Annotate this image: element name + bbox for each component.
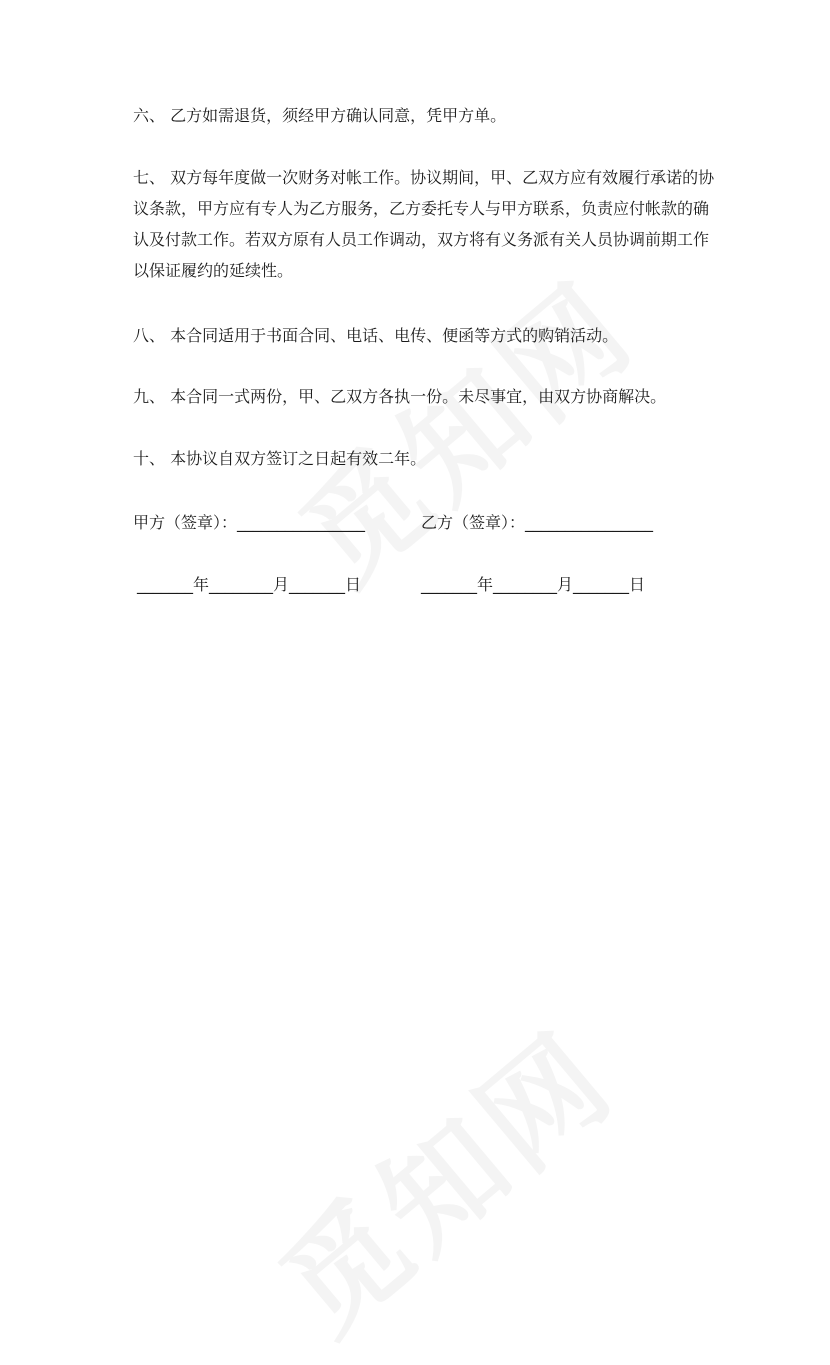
clause-number: 八、 xyxy=(133,326,166,345)
clause-number: 六、 xyxy=(133,106,166,125)
date-row xyxy=(137,569,737,600)
clause-10 xyxy=(133,443,717,474)
clause-8 xyxy=(133,320,717,351)
clause-6 xyxy=(133,100,717,131)
party-a-signature-line: 甲方（签章）：________________ xyxy=(133,513,366,532)
clause-number: 九、 xyxy=(133,387,166,406)
clause-9 xyxy=(133,381,717,412)
clause-text: 本合同一式两份，甲、乙双方各执一份。未尽事宜，由双方协商解决。 xyxy=(165,387,667,406)
clause-text: 本协议自双方签订之日起有效二年。 xyxy=(165,449,427,468)
clause-text: 乙方如需退货，须经甲方确认同意，凭甲方单。 xyxy=(165,106,507,125)
clause-7 xyxy=(133,162,717,286)
clause-text: 双方每年度做一次财务对帐工作。协议期间，甲、乙双方应有效履行承诺的协议条款，甲方应有专人为乙方服务，乙方委托专人与甲方联系，负责应付帐款的确认及付款工作。若双方原有人员工作调动，双方将有义务派有关人员协调前期工作以保证履约的延续性。 xyxy=(133,168,715,280)
party-b-date-line: _______年________月_______日 xyxy=(421,575,646,594)
clause-number: 十、 xyxy=(133,449,166,468)
watermark xyxy=(240,987,645,1365)
party-b-signature-line: 乙方（签章）：________________ xyxy=(421,513,654,532)
watermark xyxy=(260,237,665,616)
clause-number: 七、 xyxy=(133,168,166,187)
signature-row xyxy=(133,507,733,538)
party-a-date-line: _______年________月_______日 xyxy=(137,575,362,594)
clause-text: 本合同适用于书面合同、电话、电传、便函等方式的购销活动。 xyxy=(165,326,619,345)
